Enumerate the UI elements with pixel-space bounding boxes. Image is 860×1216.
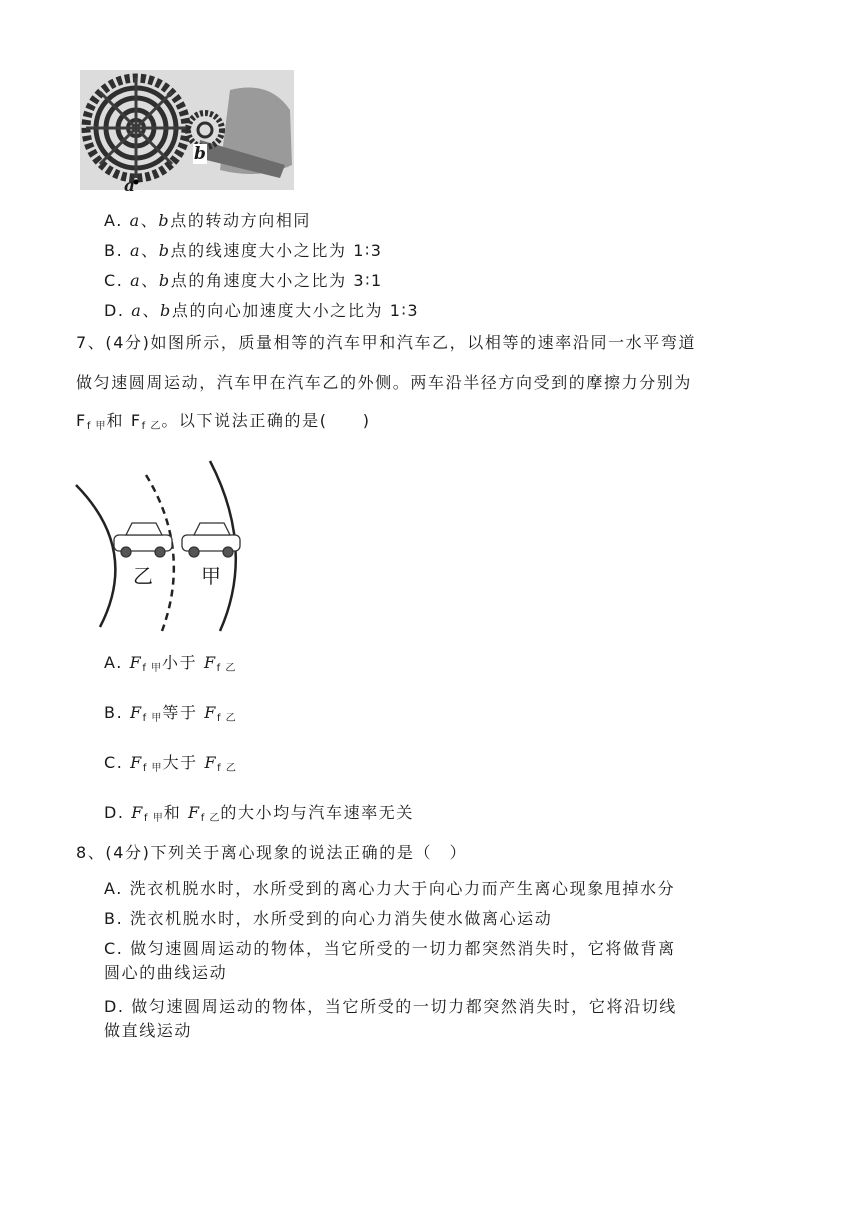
point-a-label: a: [124, 176, 136, 196]
q8-option-d-line-1: D. 做匀速圆周运动的物体，当它所受的一切力都突然消失时，它将沿切线: [104, 997, 677, 1016]
q6-option-b: B. a、b点的线速度大小之比为 1∶3: [104, 241, 383, 260]
q7-option-b: B. Ff 甲等于 Ff 乙: [104, 703, 237, 724]
q7-option-c: C. Ff 甲大于 Ff 乙: [104, 753, 237, 774]
q7-option-a: A. Ff 甲小于 Ff 乙: [104, 653, 237, 674]
point-b-label: b: [194, 144, 206, 164]
curved-road-figure: [70, 455, 260, 635]
q7-stem-line-1: 7、(4分)如图所示，质量相等的汽车甲和汽车乙，以相等的速率沿同一水平弯道: [76, 333, 697, 352]
q6-option-d: D. a、b点的向心加速度大小之比为 1∶3: [104, 301, 420, 320]
q8-option-d-line-2: 做直线运动: [104, 1021, 193, 1040]
q8-stem: 8、(4分)下列关于离心现象的说法正确的是（ ）: [76, 843, 468, 862]
q7-stem-line-3: Ff 甲和 Ff 乙。以下说法正确的是( ): [76, 411, 371, 432]
car-yi-label: 乙: [133, 564, 153, 588]
q7-stem-line-2: 做匀速圆周运动，汽车甲在汽车乙的外侧。两车沿半径方向受到的摩擦力分别为: [76, 373, 693, 392]
car-yi-icon: [114, 523, 172, 557]
q7-option-d: D. Ff 甲和 Ff 乙的大小均与汽车速率无关: [104, 803, 415, 824]
gear-photo: [80, 70, 294, 190]
q8-option-c-line-1: C. 做匀速圆周运动的物体，当它所受的一切力都突然消失时，它将做背离: [104, 939, 676, 958]
q6-option-a: A. a、b点的转动方向相同: [104, 211, 312, 230]
car-jia-icon: [182, 523, 240, 557]
q8-option-a: A. 洗衣机脱水时，水所受到的离心力大于向心力而产生离心现象甩掉水分: [104, 879, 676, 898]
q8-option-b: B. 洗衣机脱水时，水所受到的向心力消失使水做离心运动: [104, 909, 553, 928]
car-jia-label: 甲: [201, 564, 221, 588]
q6-option-c: C. a、b点的角速度大小之比为 3∶1: [104, 271, 383, 290]
q8-option-c-line-2: 圆心的曲线运动: [104, 963, 228, 982]
